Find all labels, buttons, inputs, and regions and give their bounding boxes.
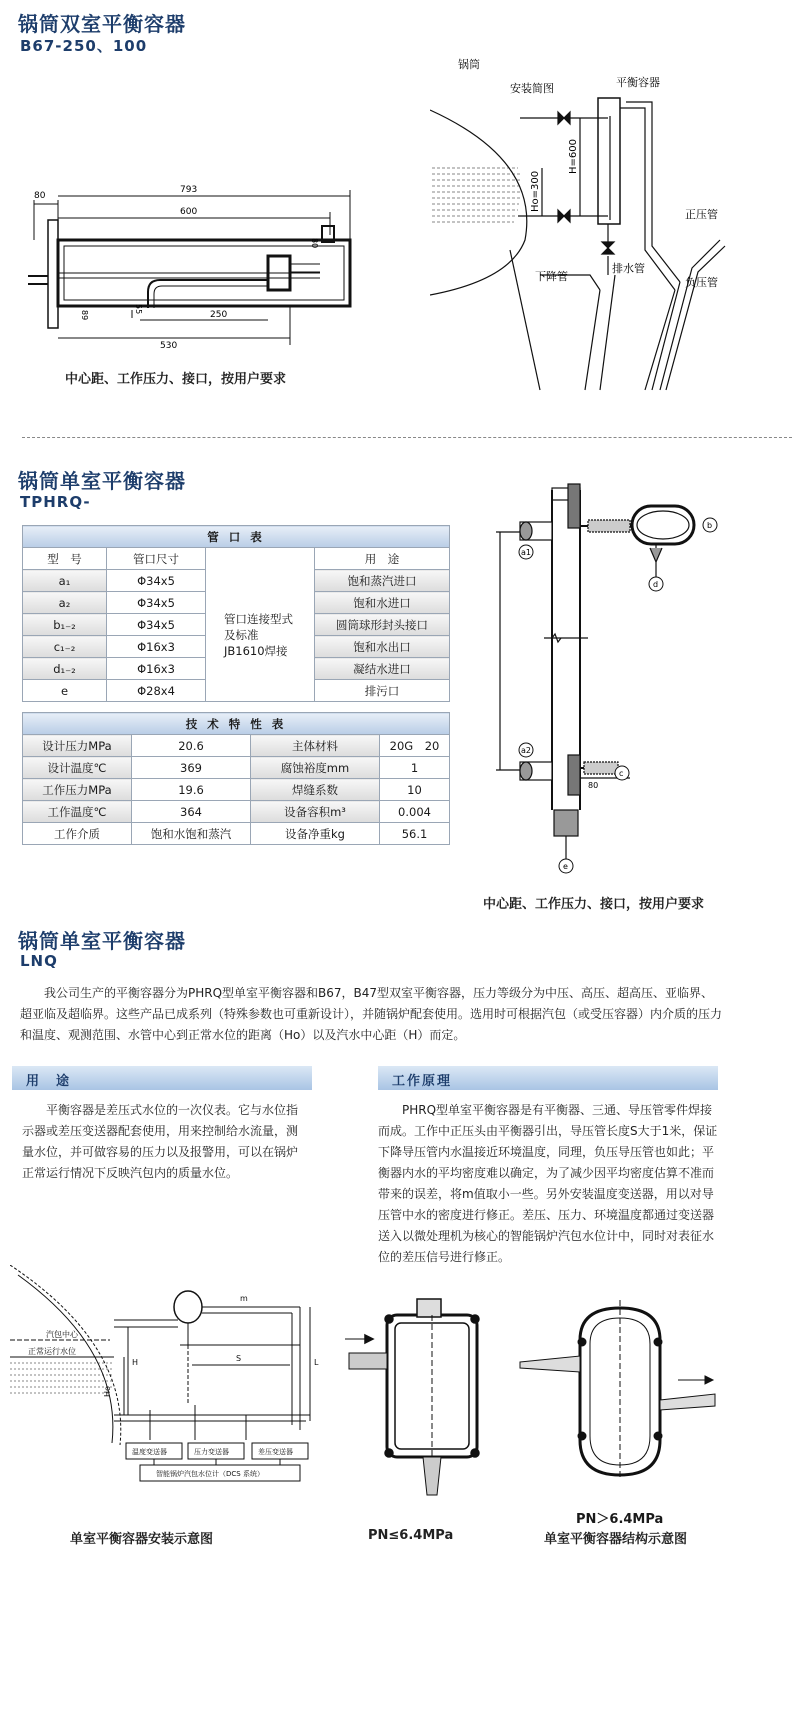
pipe-cell: 圆筒球形封头接口 <box>315 614 450 636</box>
tech-cell: 369 <box>132 757 251 779</box>
section2-title: 锅筒单室平衡容器 <box>18 469 186 493</box>
label-m: m <box>240 1294 248 1303</box>
label-positive: 正压管 <box>685 208 718 221</box>
principle-header <box>378 1066 718 1090</box>
tech-cell: 饱和水饱和蒸汽 <box>132 823 251 845</box>
table-row <box>23 823 450 845</box>
pipe-cell: 排污口 <box>315 680 450 702</box>
pipe-cell: Φ34x5 <box>107 592 206 614</box>
tech-cell: 设计温度℃ <box>23 757 132 779</box>
dim-793: 793 <box>180 185 198 195</box>
tech-cell: 设计压力MPa <box>23 735 132 757</box>
dim-250: 250 <box>210 310 228 320</box>
label-d: d <box>653 580 659 589</box>
tech-cell: 主体材料 <box>251 735 380 757</box>
table-row <box>23 735 450 757</box>
tech-cell: 20G 20 <box>380 735 450 757</box>
label-normal-level: 正常运行水位 <box>28 1347 76 1356</box>
label-negative: 负压管 <box>685 276 718 289</box>
label-dcs: 智能锅炉汽包水位计（DCS 系统） <box>156 1470 264 1478</box>
label-h600: H=600 <box>568 139 579 174</box>
label-downcomer: 下降管 <box>535 270 568 283</box>
use-header <box>12 1066 312 1090</box>
tech-cell: 工作温度℃ <box>23 801 132 823</box>
pipe-cell: 凝结水进口 <box>315 658 450 680</box>
table-row <box>23 779 450 801</box>
install-diagram <box>430 50 740 400</box>
tech-cell: 20.6 <box>132 735 251 757</box>
low-pressure-caption: PN≤6.4MPa <box>368 1528 454 1543</box>
single-install-drawing <box>10 1265 320 1495</box>
divider-1 <box>22 437 792 438</box>
pipe-cell: 饱和水出口 <box>315 636 450 658</box>
dim-80: 80 <box>34 191 46 201</box>
pipe-cell: Φ16x3 <box>107 658 206 680</box>
tech-cell: 364 <box>132 801 251 823</box>
dim-80v: 80 <box>310 238 319 249</box>
label-diff-transmitter: 差压变送器 <box>258 1448 293 1456</box>
tech-table <box>22 712 450 845</box>
tech-cell: 设备净重kg <box>251 823 380 845</box>
pipe-cell: d₁₋₂ <box>23 658 107 680</box>
label-ho: Ho <box>103 1386 112 1397</box>
label-e: e <box>563 862 568 871</box>
label-a1: a1 <box>521 548 531 557</box>
section2-model: TPHRQ- <box>20 493 91 511</box>
pipe-cell: 饱和水进口 <box>315 592 450 614</box>
high-pressure-caption: 单室平衡容器结构示意图 <box>544 1532 688 1547</box>
pipe-cell: Φ34x5 <box>107 570 206 592</box>
pipe-header-use: 用 途 <box>315 548 450 570</box>
principle-paragraph: PHRQ型单室平衡容器是有平衡器、三通、导压管零件焊接而成。工作中正压头由平衡器引出，导压管长度S大于1米，保证下降导压管内水温接近环境温度，同理，负压导压管也如此；平衡器内水的平均密度难以确定，为了减少因平均密度估算不准而带来的误差，将m值取小一些。另外安装温度变送器，用以对导压管中水的密度进行修正。差压、压力、环境温度都通过变送器送入以微处理机为核心的智能锅炉汽包水位计中，同时对表征水位的差压信号进行修正。 <box>378 1103 718 1264</box>
tech-cell: 工作压力MPa <box>23 779 132 801</box>
section3-model: LNQ <box>20 952 58 970</box>
section3-title: 锅筒单室平衡容器 <box>18 929 186 953</box>
tech-cell: 1 <box>380 757 450 779</box>
dim-55: 55 <box>134 304 143 315</box>
tech-cell: 工作介质 <box>23 823 132 845</box>
label-80: 80 <box>588 781 599 790</box>
label-l: L <box>314 1358 319 1367</box>
dim-530: 530 <box>160 341 178 351</box>
dim-89: 89 <box>80 310 89 321</box>
dim-600: 600 <box>180 207 198 217</box>
high-pressure-drawing <box>510 1300 725 1485</box>
pipe-header-type: 型 号 <box>23 548 107 570</box>
label-h300: Ho=300 <box>530 170 541 212</box>
pipe-cell: 饱和蒸汽进口 <box>315 570 450 592</box>
table-row <box>23 757 450 779</box>
label-install-title: 安装简图 <box>510 82 554 95</box>
label-press-transmitter: 压力变送器 <box>194 1448 229 1456</box>
label-temp-transmitter: 温度变送器 <box>132 1448 167 1456</box>
label-drain: 排水管 <box>612 262 645 275</box>
pipe-cell: c₁₋₂ <box>23 636 107 658</box>
tech-cell: 56.1 <box>380 823 450 845</box>
pipe-table <box>22 525 450 702</box>
single-chamber-drawing <box>470 470 730 880</box>
section1-model: B67-250、100 <box>20 37 148 55</box>
pipe-cell: b₁₋₂ <box>23 614 107 636</box>
pipe-cell: Φ34x5 <box>107 614 206 636</box>
label-vessel: 平衡容器 <box>616 76 660 89</box>
section1-caption: 中心距、工作压力、接口，按用户要求 <box>65 372 287 387</box>
tech-cell: 19.6 <box>132 779 251 801</box>
install-caption: 单室平衡容器安装示意图 <box>70 1532 214 1547</box>
label-a2: a2 <box>521 746 531 755</box>
pipe-table-title: 管 口 表 <box>23 526 450 548</box>
tech-cell: 腐蚀裕度mm <box>251 757 380 779</box>
section1-title: 锅筒双室平衡容器 <box>18 12 186 36</box>
label-s: S <box>236 1354 242 1363</box>
intro-paragraph: 我公司生产的平衡容器分为PHRQ型单室平衡容器和B67，B47型双室平衡容器，压力等级分为中压、高压、超高压、亚临界、超亚临及超临界。这些产品已成系列（特殊参数也可重新设计），并随锅炉配套使用。选用时可根据汽包（或受压容器）内介质的压力和温度、观测范围、水管中心到正常水位的距离（Ho）以及汽水中心距（H）而定。 <box>20 986 723 1042</box>
pipe-merged-note: 管口连接型式及标准JB1610焊接 <box>206 570 315 702</box>
pipe-header-size: 管口尺寸 <box>107 548 206 570</box>
pipe-cell: Φ28x4 <box>107 680 206 702</box>
label-drum: 锅筒 <box>458 58 480 71</box>
high-pressure-label: PN＞6.4MPa <box>576 1512 664 1527</box>
use-title: 用 途 <box>26 1074 72 1089</box>
label-drum-center: 汽包中心 <box>46 1330 78 1339</box>
low-pressure-drawing <box>345 1295 495 1510</box>
label-b: b <box>707 521 713 530</box>
principle-title: 工作原理 <box>392 1074 453 1089</box>
double-chamber-drawing <box>20 180 400 355</box>
pipe-cell: a₂ <box>23 592 107 614</box>
label-c: c <box>619 769 624 778</box>
pipe-cell: e <box>23 680 107 702</box>
tech-cell: 0.004 <box>380 801 450 823</box>
tech-cell: 10 <box>380 779 450 801</box>
section2-caption: 中心距、工作压力、接口，按用户要求 <box>483 897 705 912</box>
use-paragraph: 平衡容器是差压式水位的一次仪表。它与水位指示器或差压变送器配套使用，用来控制给水流量，测量水位，并可做容易的压力以及报警用，可以在锅炉正常运行情况下反映汽包内的质量水位。 <box>22 1103 299 1180</box>
pipe-cell: a₁ <box>23 570 107 592</box>
table-row <box>23 801 450 823</box>
tech-cell: 焊缝系数 <box>251 779 380 801</box>
pipe-cell: Φ16x3 <box>107 636 206 658</box>
label-h: H <box>132 1358 139 1367</box>
table-row <box>23 570 450 592</box>
tech-table-title: 技 术 特 性 表 <box>23 713 450 735</box>
tech-cell: 设备容积m³ <box>251 801 380 823</box>
